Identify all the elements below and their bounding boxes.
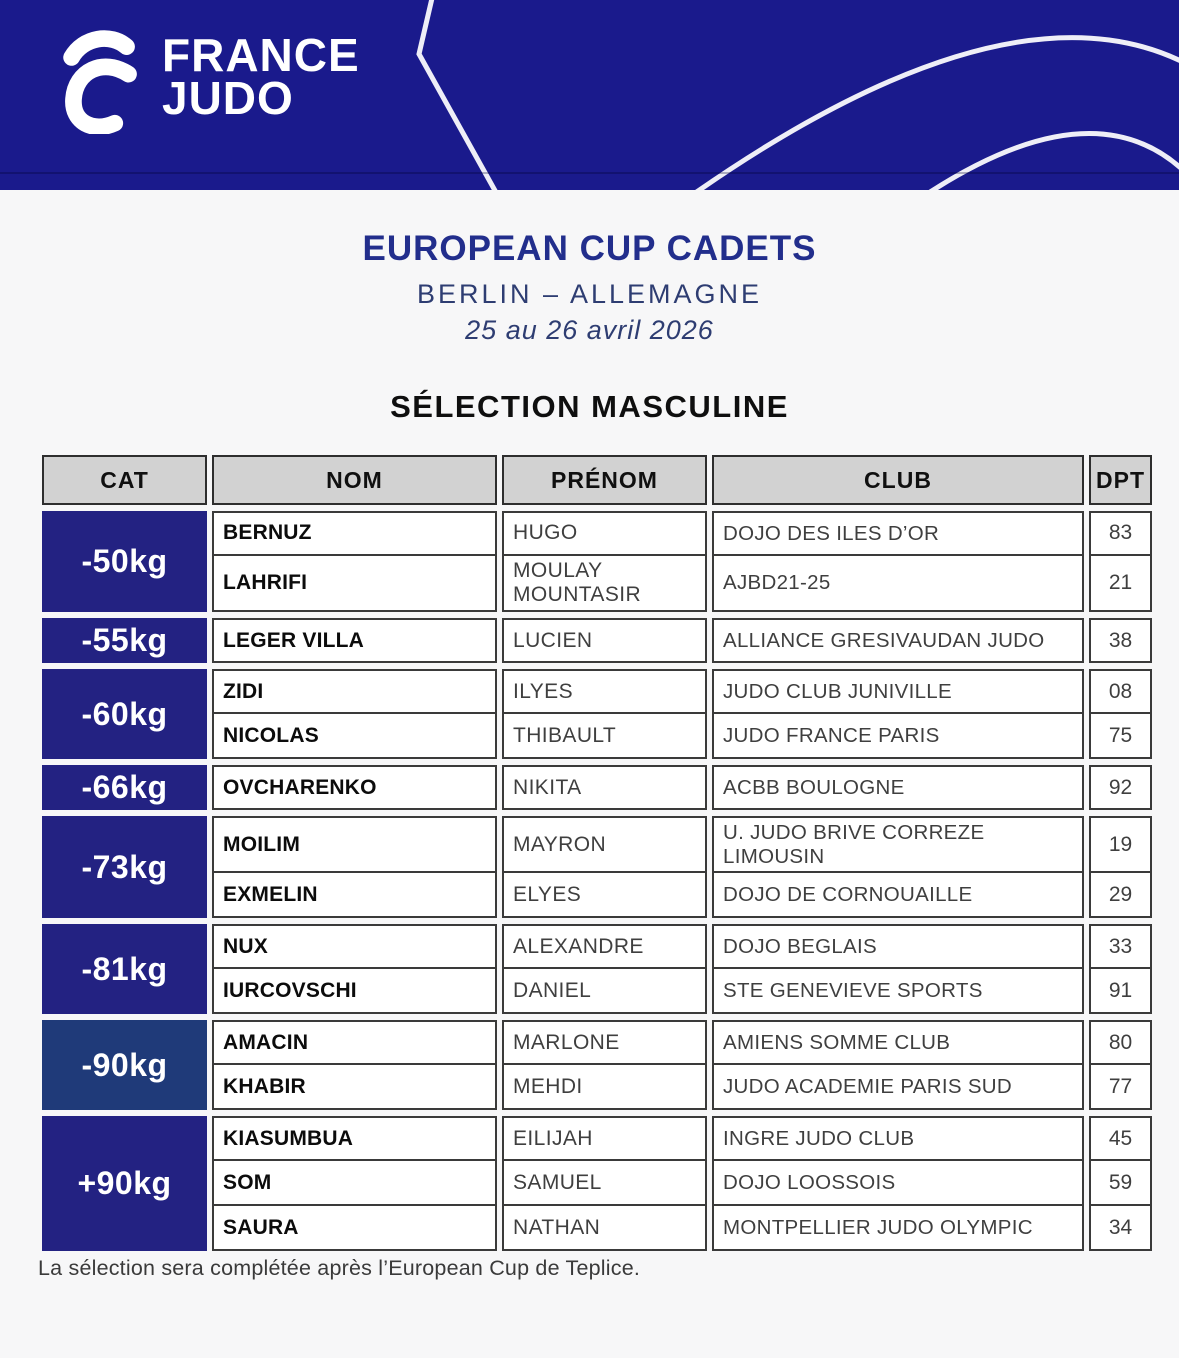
club-cell: U. JUDO BRIVE CORREZE LIMOUSIN	[712, 816, 1084, 873]
dpt-cell: 33	[1089, 924, 1152, 969]
category-block	[42, 1116, 1154, 1251]
prenom-cell: MEHDI	[502, 1065, 707, 1110]
prenom-cell: ALEXANDRE	[502, 924, 707, 969]
club-cell: INGRE JUDO CLUB	[712, 1116, 1084, 1161]
club-cell: JUDO ACADEMIE PARIS SUD	[712, 1065, 1084, 1110]
category-cell: -66kg	[42, 765, 207, 810]
dpt-cell: 29	[1089, 873, 1152, 918]
nom-cell: MOILIM	[212, 816, 497, 873]
table-header-row	[42, 455, 1154, 505]
club-cell: DOJO DES ILES D’OR	[712, 511, 1084, 556]
dpt-cell: 91	[1089, 969, 1152, 1014]
nom-cell: OVCHARENKO	[212, 765, 497, 810]
dpt-cell: 45	[1089, 1116, 1152, 1161]
category-block	[42, 511, 1154, 612]
club-cell: ACBB BOULOGNE	[712, 765, 1084, 810]
dpt-cell: 21	[1089, 556, 1152, 612]
category-cell: -73kg	[42, 816, 207, 918]
club-cell: JUDO FRANCE PARIS	[712, 714, 1084, 759]
prenom-cell: NIKITA	[502, 765, 707, 810]
dpt-cell: 38	[1089, 618, 1152, 663]
nom-cell: KIASUMBUA	[212, 1116, 497, 1161]
nom-cell: SAURA	[212, 1206, 497, 1251]
category-cell: -60kg	[42, 669, 207, 759]
footer-note: La sélection sera complétée après l’European Cup de Teplice.	[38, 1256, 641, 1280]
banner-divider	[0, 172, 1179, 174]
column-header-nom: NOM	[212, 455, 497, 505]
column-header-club: CLUB	[712, 455, 1084, 505]
category-block	[42, 669, 1154, 759]
nom-cell: LEGER VILLA	[212, 618, 497, 663]
dpt-cell: 08	[1089, 669, 1152, 714]
selection-table-body	[42, 511, 1154, 1251]
category-cell: -90kg	[42, 1020, 207, 1110]
prenom-cell: HUGO	[502, 511, 707, 556]
dpt-cell: 34	[1089, 1206, 1152, 1251]
category-cell: -81kg	[42, 924, 207, 1014]
prenom-cell: ELYES	[502, 873, 707, 918]
dpt-cell: 92	[1089, 765, 1152, 810]
nom-cell: NUX	[212, 924, 497, 969]
dpt-cell: 80	[1089, 1020, 1152, 1065]
club-cell: DOJO BEGLAIS	[712, 924, 1084, 969]
prenom-cell: ILYES	[502, 669, 707, 714]
category-block	[42, 924, 1154, 1014]
category-cell: +90kg	[42, 1116, 207, 1251]
prenom-cell: THIBAULT	[502, 714, 707, 759]
prenom-cell: MAYRON	[502, 816, 707, 873]
section-title: SÉLECTION MASCULINE	[390, 389, 789, 424]
nom-cell: LAHRIFI	[212, 556, 497, 612]
dpt-cell: 59	[1089, 1161, 1152, 1206]
column-header-cat: CAT	[42, 455, 207, 505]
nom-cell: BERNUZ	[212, 511, 497, 556]
prenom-cell: MARLONE	[502, 1020, 707, 1065]
dpt-cell: 77	[1089, 1065, 1152, 1110]
club-cell: AJBD21-25	[712, 556, 1084, 612]
prenom-cell: MOULAY MOUNTASIR	[502, 556, 707, 612]
category-block	[42, 765, 1154, 810]
nom-cell: IURCOVSCHI	[212, 969, 497, 1014]
prenom-cell: SAMUEL	[502, 1161, 707, 1206]
club-cell: AMIENS SOMME CLUB	[712, 1020, 1084, 1065]
category-cell: -55kg	[42, 618, 207, 663]
nom-cell: AMACIN	[212, 1020, 497, 1065]
france-judo-logo	[60, 28, 360, 134]
nom-cell: SOM	[212, 1161, 497, 1206]
dpt-cell: 19	[1089, 816, 1152, 873]
prenom-cell: NATHAN	[502, 1206, 707, 1251]
header-banner	[0, 0, 1179, 190]
dpt-cell: 75	[1089, 714, 1152, 759]
category-cell: -50kg	[42, 511, 207, 612]
column-header-dpt: DPT	[1089, 455, 1152, 505]
category-block	[42, 1020, 1154, 1110]
event-location: BERLIN – ALLEMAGNE	[416, 279, 763, 309]
nom-cell: EXMELIN	[212, 873, 497, 918]
prenom-cell: LUCIEN	[502, 618, 707, 663]
nom-cell: NICOLAS	[212, 714, 497, 759]
logo-line-1: FRANCE	[162, 29, 360, 81]
club-cell: DOJO LOOSSOIS	[712, 1161, 1084, 1206]
logo-text	[162, 29, 360, 124]
club-cell: ALLIANCE GRESIVAUDAN JUDO	[712, 618, 1084, 663]
category-block	[42, 618, 1154, 663]
club-cell: JUDO CLUB JUNIVILLE	[712, 669, 1084, 714]
prenom-cell: DANIEL	[502, 969, 707, 1014]
club-cell: MONTPELLIER JUDO OLYMPIC	[712, 1206, 1084, 1251]
club-cell: STE GENEVIEVE SPORTS	[712, 969, 1084, 1014]
column-header-prenom: PRÉNOM	[502, 455, 707, 505]
nom-cell: KHABIR	[212, 1065, 497, 1110]
club-cell: DOJO DE CORNOUAILLE	[712, 873, 1084, 918]
prenom-cell: EILIJAH	[502, 1116, 707, 1161]
dpt-cell: 83	[1089, 511, 1152, 556]
selection-table	[42, 455, 1154, 1251]
nom-cell: ZIDI	[212, 669, 497, 714]
category-block	[42, 816, 1154, 918]
logo-line-2: JUDO	[162, 72, 294, 124]
event-title: EUROPEAN CUP CADETS	[362, 229, 817, 268]
france-judo-logo-mark	[60, 28, 146, 134]
event-dates: 25 au 26 avril 2026	[465, 315, 714, 345]
